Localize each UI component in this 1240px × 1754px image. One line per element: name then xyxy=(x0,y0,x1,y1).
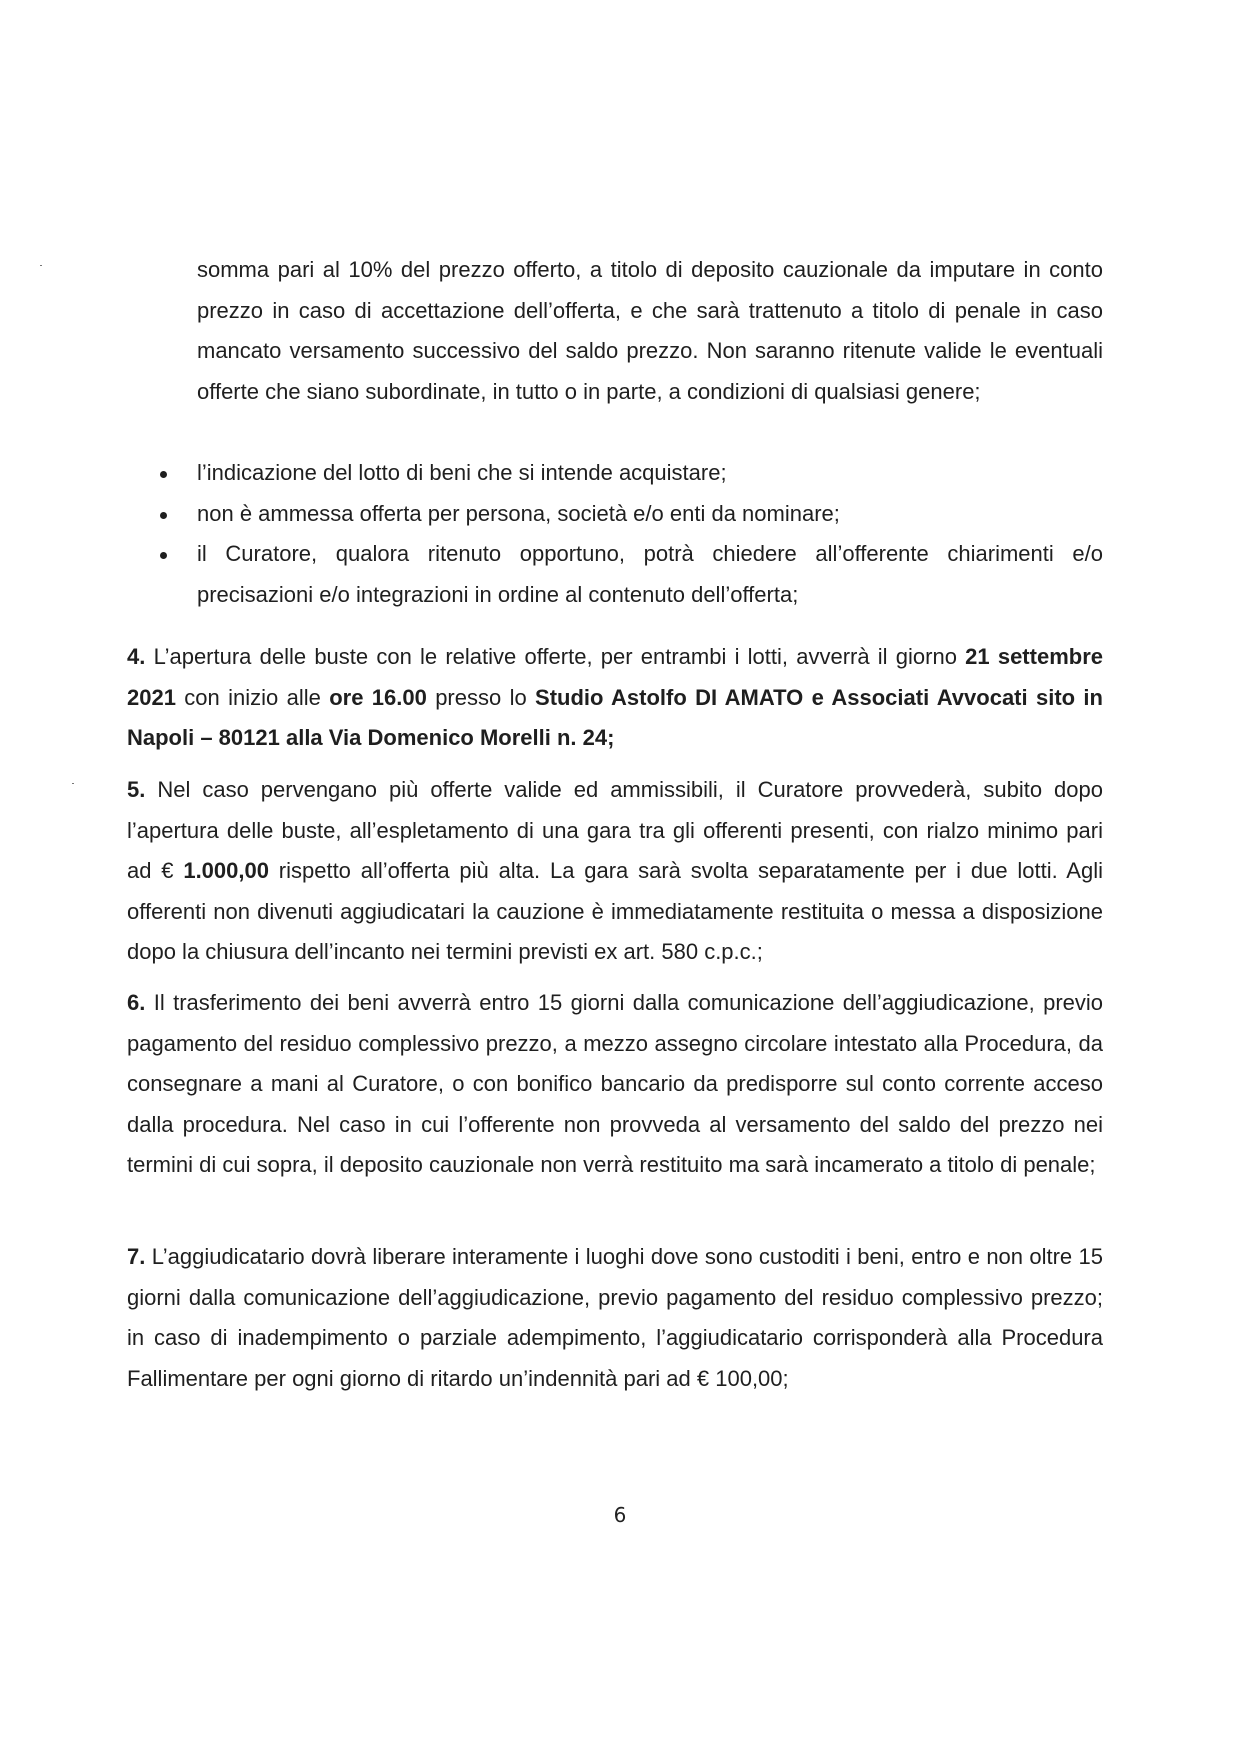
paragraph-number: 4. xyxy=(127,644,146,669)
paragraph-number: 5. xyxy=(127,777,146,802)
bullet-icon xyxy=(160,471,167,478)
opening-location: Studio Astolfo DI AMATO e Associati Avvocati sito in Napoli – 80121 alla Via Domenico Morelli n. 24; xyxy=(127,684,1103,750)
paragraph-number: 7. xyxy=(127,1244,146,1269)
paragraph-number: 6. xyxy=(127,990,146,1015)
list-item: l’indicazione del lotto di beni che si intende acquistare; xyxy=(160,453,1103,494)
page-number: 6 xyxy=(613,1503,627,1527)
requirements-list xyxy=(160,453,1103,615)
paragraph-5: 5. Nel caso pervengano più offerte valide ed ammissibili, il Curatore provvederà, subito dopo l’apertura delle buste, all’espletamento di una gara tra gli offerenti presenti, con rialzo minimo pari ad € 1.000,00 rispetto all’offerta più alta. La gara sarà svolta separatamente per i due lotti. Agli offerenti non divenuti aggiudicatari la cauzione è immediatamente restituita o messa a disposizione dopo la chiusura dell’incanto nei termini previsti ex art. 580 c.p.c.; xyxy=(127,777,1103,964)
opening-time: ore 16.00 xyxy=(329,684,427,710)
paragraph-6: 6. Il trasferimento dei beni avverrà entro 15 giorni dalla comunicazione dell’aggiudicazione, previo pagamento del residuo complessivo prezzo, a mezzo assegno circolare intestato alla Procedura, da consegnare a mani al Curatore, o con bonifico bancario da predisporre sul conto corrente acceso dalla procedura. Nel caso in cui l’offerente non provveda al versamento del saldo del prezzo nei termini di cui sopra, il deposito cauzionale non verrà restituito ma sarà incamerato a titolo di penale; xyxy=(127,990,1103,1177)
minimum-raise: 1.000,00 xyxy=(183,858,269,883)
bullet-icon xyxy=(160,552,167,559)
list-item: non è ammessa offerta per persona, società e/o enti da nominare; xyxy=(160,494,1103,535)
scan-speck xyxy=(72,783,74,784)
intro-paragraph: somma pari al 10% del prezzo offerto, a titolo di deposito cauzionale da imputare in conto prezzo in caso di accettazione dell’offerta, e che sarà trattenuto a titolo di penale in caso mancato versamento successivo del saldo prezzo. Non saranno ritenute valide le eventuali offerte che siano subordinate, in tutto o in parte, a condizioni di qualsiasi genere; xyxy=(197,257,1103,404)
opening-date: 21 settembre 2021 xyxy=(127,644,1103,710)
bullet-icon xyxy=(160,512,167,519)
paragraph-4: 4. L’apertura delle buste con le relative offerte, per entrambi i lotti, avverrà il giorno 21 settembre 2021 con inizio alle ore 16.00 presso lo Studio Astolfo DI AMATO e Associati Avvocati sito in Napoli – 80121 alla Via Domenico Morelli n. 24; xyxy=(127,644,1103,750)
list-item: il Curatore, qualora ritenuto opportuno, potrà chiedere all’offerente chiarimenti e/o precisazioni e/o integrazioni in ordine al contenuto dell’offerta; xyxy=(160,534,1103,615)
scan-speck xyxy=(40,265,42,266)
paragraph-7: 7. L’aggiudicatario dovrà liberare interamente i luoghi dove sono custoditi i beni, entro e non oltre 15 giorni dalla comunicazione dell’aggiudicazione, previo pagamento del residuo complessivo prezzo; in caso di inadempimento o parziale adempimento, l’aggiudicatario corrisponderà alla Procedura Fallimentare per ogni giorno di ritardo un’indennità pari ad € 100,00; xyxy=(127,1244,1103,1391)
